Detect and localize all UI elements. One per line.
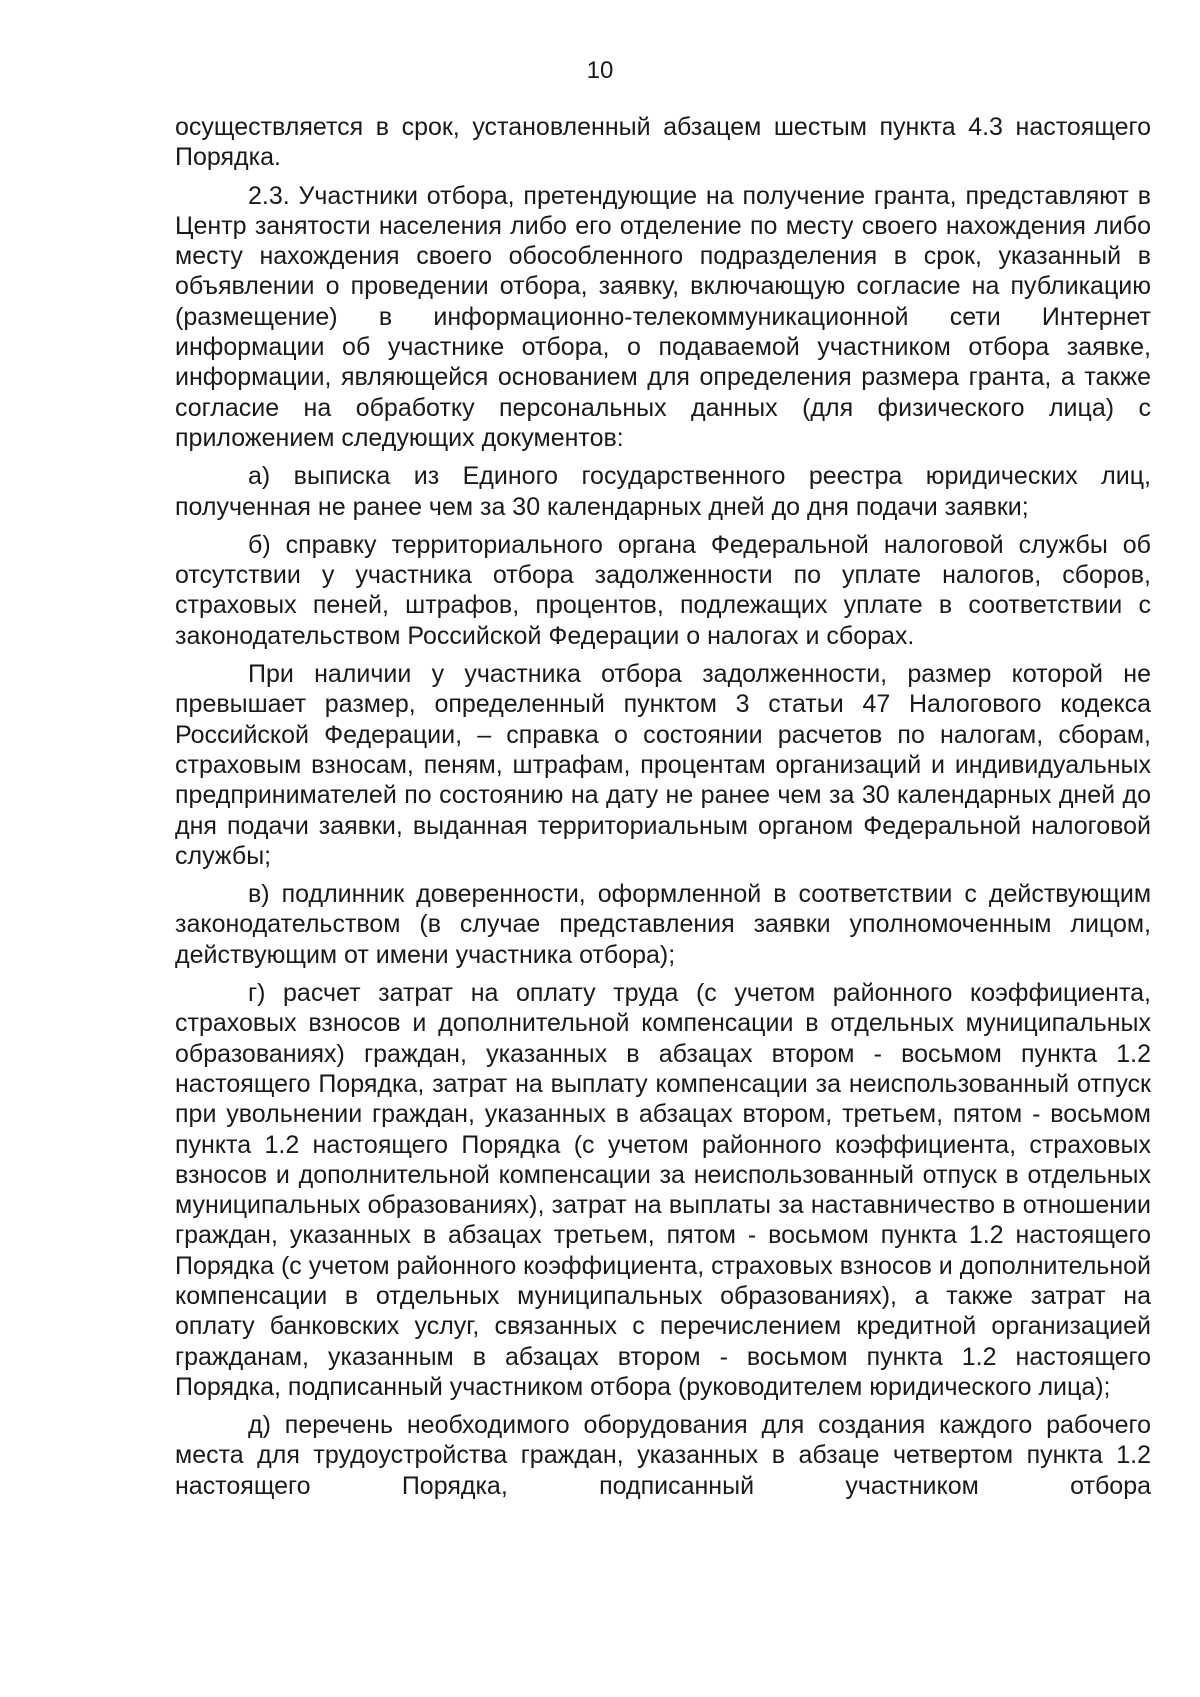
paragraph-section-2-3: 2.3. Участники отбора, претендующие на получение гранта, представляют в Центр занятости населения либо его отделение по месту своего нахождения либо месту нахождения своего обособленного подразделения в срок, указанный в объявлении о проведении отбора, заявку, включающую согласие на публикацию (размещение) в информационно-телекоммуникационной сети Интернет информации об участнике отбора, о подаваемой участником отбора заявке, информации, являющейся основанием для определения размера гранта, а также согласие на обработку персональных данных (для физического лица) с приложением следующих документов: [175,181,1151,452]
page-number: 10 [586,57,614,84]
paragraph-item-d: д) перечень необходимого оборудования для создания каждого рабочего места для трудоустройства граждан, указанных в абзаце четвертом пункта 1.2 настоящего Порядка, подписанный участником отбора [175,1411,1151,1500]
paragraph-item-b: б) справку территориального органа Федеральной налоговой службы об отсутствии у участника отбора задолженности по уплате налогов, сборов, страховых пеней, штрафов, процентов, подлежащих уплате в соответствии с законодательством Российской Федерации о налогах и сборах. [175,530,1151,650]
paragraph-debt-clause: При наличии у участника отбора задолженности, размер которой не превышает размер, определенный пунктом 3 статьи 47 Налогового кодекса Российской Федерации, – справка о состоянии расчетов по налогам, сборам, страховым взносам, пеням, штрафам, процентам организаций и индивидуальных предпринимателей по состоянию на дату не ранее чем за 30 календарных дней до дня подачи заявки, выданная территориальным органом Федеральной налоговой службы; [175,660,1151,870]
paragraph-item-a: а) выписка из Единого государственного реестра юридических лиц, полученная не ранее чем за 30 календарных дней до дня подачи заявки; [175,462,1151,521]
paragraph-item-g: г) расчет затрат на оплату труда (с учетом районного коэффициента, страховых взносов и дополнительной компенсации в отдельных муниципальных образованиях) граждан, указанных в абзацах втором - восьмом пункта 1.2 настоящего Порядка, затрат на выплату компенсации за неиспользованный отпуск при увольнении граждан, указанных в абзацах втором, третьем, пятом - восьмом пункта 1.2 настоящего Порядка (с учетом районного коэффициента, страховых взносов и дополнительной компенсации за неиспользованный отпуск в отдельных муниципальных образованиях), затрат на выплаты за наставничество в отношении граждан, указанных в абзацах третьем, пятом - восьмом пункта 1.2 настоящего Порядка (с учетом районного коэффициента, страховых взносов и дополнительной компенсации в отдельных муниципальных образованиях), а также затрат на оплату банковских услуг, связанных с перечислением кредитной организацией гражданам, указанным в абзацах втором - восьмом пункта 1.2 настоящего Порядка, подписанный участником отбора (руководителем юридического лица); [175,979,1151,1401]
paragraph-item-v: в) подлинник доверенности, оформленной в соответствии с действующим законодательством (в случае представления заявки уполномоченным лицом, действующим от имени участника отбора); [175,880,1151,969]
document-body [175,112,1151,1509]
paragraph-continuation: осуществляется в срок, установленный абзацем шестым пункта 4.3 настоящего Порядка. [175,113,1151,172]
